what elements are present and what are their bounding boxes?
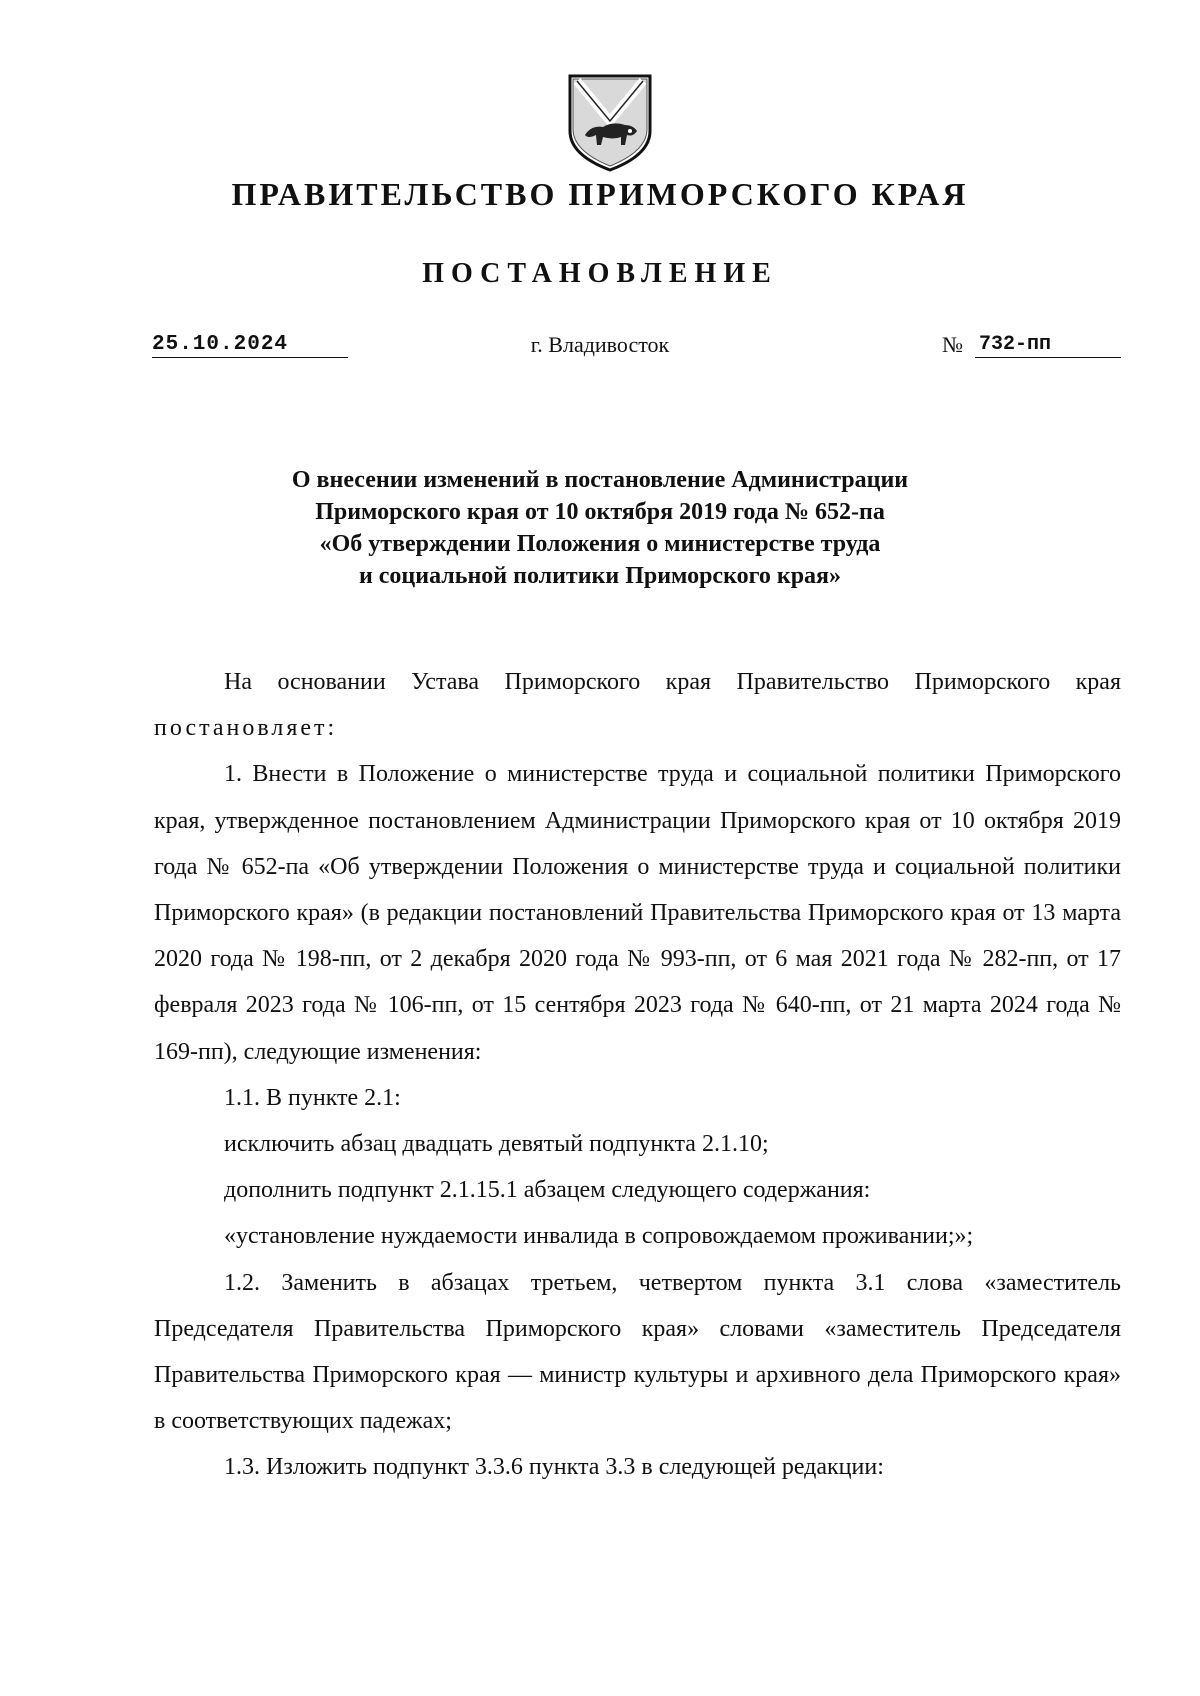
item-1-1-paragraph: 1.1. В пункте 2.1: xyxy=(224,1084,401,1111)
document-number: 732-пп xyxy=(975,333,1121,358)
intro-decree-word: постановляет: xyxy=(154,715,338,742)
document-body xyxy=(154,659,1121,1491)
subject-line: Приморского края от 10 октября 2019 года № 652-па xyxy=(315,499,885,525)
subject-line: «Об утверждении Положения о министерстве труда xyxy=(319,531,881,557)
document-subject xyxy=(0,464,1200,592)
intro-paragraph xyxy=(154,659,1121,751)
item-1-paragraph: 1. Внести в Положение о министерстве труда и социальной политики Приморского края, утвержденное постановлением Администрации Приморского края от 10 октября 2019 года № 652-па «Об утверждении Положения о министерстве труда и социальной политики Приморского края» (в редакции постановлений Правительства Приморского края от 13 марта 2020 года № 198-пп, от 2 декабря 2020 года № 993-пп, от 6 мая 2021 года № 282-пп, от 17 февраля 2023 года № 106-пп, от 15 сентября 2023 года № 640-пп, от 21 марта 2024 года № 169-пп), следующие изменения: xyxy=(154,761,1121,1065)
document-number-label: № xyxy=(942,332,963,357)
item-1-2-paragraph: 1.2. Заменить в абзацах третьем, четвертом пункта 3.1 слова «заместитель Председателя Правительства Приморского края» словами «заместитель Председателя Правительства Приморского края — министр культуры и архивного дела Приморского края» в соответствующих падежах; xyxy=(154,1269,1121,1435)
item-1-3-paragraph: 1.3. Изложить подпункт 3.3.6 пункта 3.3 в следующей редакции: xyxy=(224,1454,884,1481)
subject-line: О внесении изменений в постановление Администрации xyxy=(291,467,909,493)
document-city: г. Владивосток xyxy=(530,332,670,357)
subject-line: и социальной политики Приморского края» xyxy=(358,563,842,589)
item-1-1-c-paragraph: «установление нуждаемости инвалида в сопровождаемом проживании;»; xyxy=(224,1223,974,1250)
document-date: 25.10.2024 xyxy=(152,333,348,358)
item-1-1-a-paragraph: исключить абзац двадцать девятый подпункта 2.1.10; xyxy=(224,1131,769,1158)
government-title: ПРАВИТЕЛЬСТВО ПРИМОРСКОГО КРАЯ xyxy=(231,176,969,212)
document-type: ПОСТАНОВЛЕНИЕ xyxy=(422,258,778,289)
intro-text: На основании Устава Приморского края Правительство Приморского края xyxy=(224,669,1121,695)
item-1-1-b-paragraph: дополнить подпункт 2.1.15.1 абзацем следующего содержания: xyxy=(224,1177,871,1204)
coat-of-arms-emblem xyxy=(567,73,653,173)
